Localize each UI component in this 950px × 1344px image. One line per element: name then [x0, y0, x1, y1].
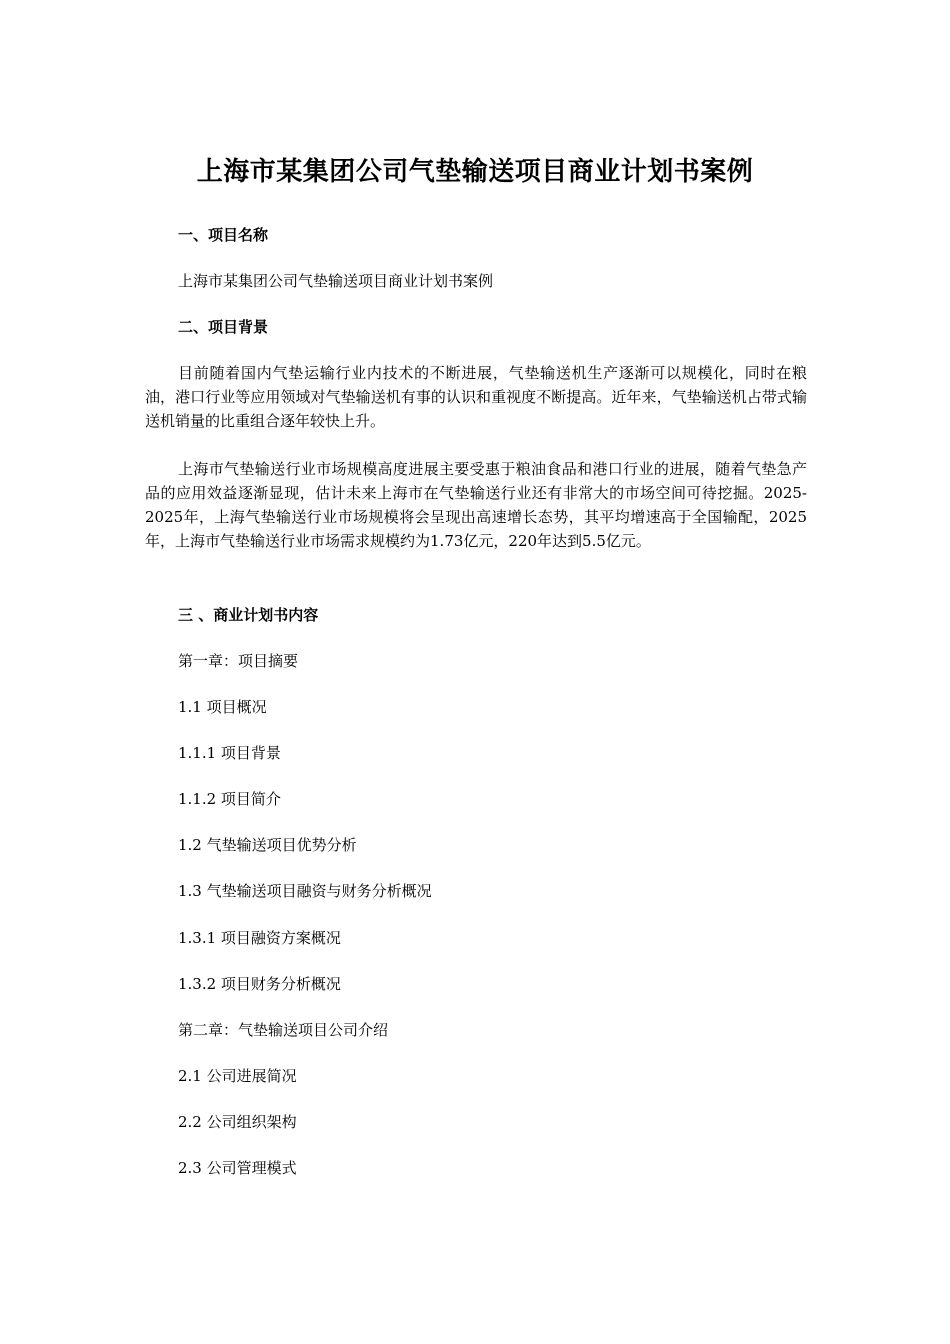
- document-title: 上海市某集团公司气垫输送项目商业计划书案例: [196, 157, 754, 187]
- toc-item: 第二章：气垫输送项目公司介绍: [178, 1021, 389, 1039]
- background-paragraph: 上海市气垫输送行业市场规模高度进展主要受惠于粮油食品和港口行业的进展，随着气垫急产品的应用效益逐渐显现，估计未来上海市在气垫输送行业还有非常大的市场空间可待挖掘。2025-2025年，上海气垫输送行业市场规模将会呈现出高速增长态势，其平均增速高于全国输配，2025年，上海市气垫输送行业市场需求规模约为1.73亿元，220年达到5.5亿元。: [145, 460, 807, 550]
- toc-item: 1.1.1 项目背景: [178, 744, 281, 762]
- project-name-text: 上海市某集团公司气垫输送项目商业计划书案例: [178, 272, 494, 290]
- toc-item: 第一章：项目摘要: [178, 652, 299, 670]
- toc-item: 2.2 公司组织架构: [178, 1113, 297, 1131]
- section-heading-project-background: 二、项目背景: [178, 318, 269, 336]
- toc-item: 2.1 公司进展简况: [178, 1067, 297, 1085]
- toc-item: 1.3.2 项目财务分析概况: [178, 975, 341, 993]
- toc-item: 1.3 气垫输送项目融资与财务分析概况: [178, 882, 432, 900]
- toc-item: 1.1.2 项目简介: [178, 790, 281, 808]
- background-paragraph: 目前随着国内气垫运输行业内技术的不断进展，气垫输送机生产逐渐可以规模化，同时在粮油，港口行业等应用领域对气垫输送机有事的认识和重视度不断提高。近年来，气垫输送机占带式输送机销量的比重组合逐年较快上升。: [145, 364, 807, 430]
- toc-item: 1.2 气垫输送项目优势分析: [178, 836, 357, 854]
- section-heading-plan-contents: 三 、商业计划书内容: [178, 606, 319, 624]
- toc-item: 1.3.1 项目融资方案概况: [178, 929, 341, 947]
- toc-item: 1.1 项目概况: [178, 698, 267, 716]
- section-heading-project-name: 一、项目名称: [178, 226, 269, 244]
- toc-item: 2.3 公司管理模式: [178, 1159, 297, 1177]
